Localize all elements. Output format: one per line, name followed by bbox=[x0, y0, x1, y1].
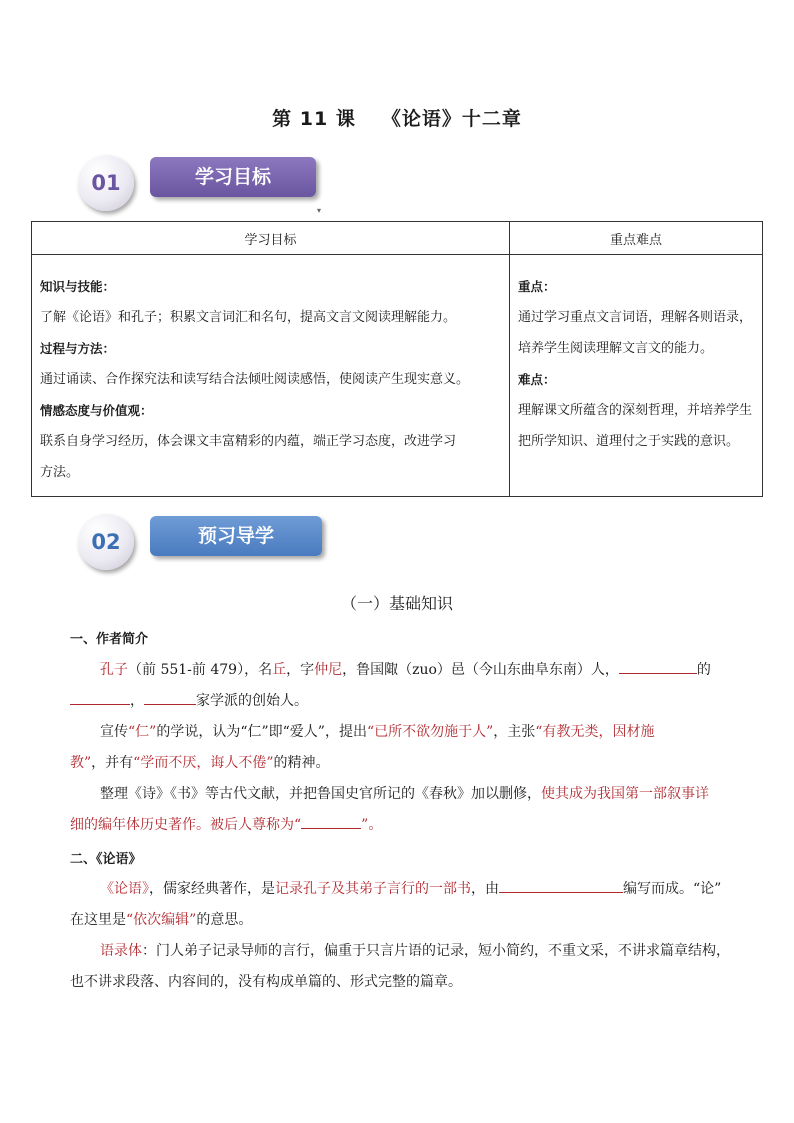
text: 也不讲求段落、内容间的，没有构成单篇的、形式完整的篇章。 bbox=[70, 974, 462, 990]
text: ，儒家经典著作，是 bbox=[149, 881, 275, 897]
red-text: “仁” bbox=[128, 724, 157, 740]
text: 的学说，认为“仁”即“爱人”，提出 bbox=[156, 724, 367, 740]
section-label: 学习目标 bbox=[150, 157, 316, 197]
heading-analects: 二、《论语》 bbox=[70, 852, 142, 867]
key-text-1: 通过学习重点文言词语，理解各则语录， bbox=[518, 310, 753, 325]
key-label: 重点： bbox=[518, 279, 556, 294]
red-text: 丘 bbox=[272, 662, 287, 678]
paragraph-line bbox=[70, 655, 730, 686]
paragraph-line bbox=[70, 905, 730, 936]
text: ，字 bbox=[286, 662, 315, 678]
text: 家学派的创始人。 bbox=[196, 693, 308, 709]
paragraph-line bbox=[70, 810, 730, 841]
paragraph-author bbox=[70, 655, 730, 717]
section-badge-goals bbox=[78, 155, 378, 215]
fill-blank[interactable] bbox=[70, 690, 130, 705]
red-text: “依次编辑” bbox=[126, 912, 197, 928]
red-text: 记录孔子及其弟子言行的一部书 bbox=[275, 881, 471, 897]
knowledge-label: 知识与技能： bbox=[40, 279, 116, 294]
text: 在这里是 bbox=[70, 912, 126, 928]
difficulty-text-1: 理解课文所蕴含的深刻哲理，并培养学生 bbox=[518, 403, 753, 418]
section-badge-preview bbox=[78, 514, 378, 574]
red-text: “有教无类，因材施 bbox=[535, 724, 655, 740]
emotion-label: 情感态度与价值观： bbox=[40, 403, 153, 418]
red-text: “已所不欲勿施于人” bbox=[366, 724, 494, 740]
emotion-text-1: 联系自身学习经历，体会课文丰富精彩的内蕴，端正学习态度，改进学习 bbox=[40, 434, 457, 449]
emotion-text-2: 方法。 bbox=[40, 465, 80, 480]
red-text: 孔子 bbox=[100, 662, 128, 678]
paragraph-line bbox=[70, 967, 730, 998]
key-text-2: 培养学生阅读理解文言文的能力。 bbox=[518, 341, 714, 356]
table-header-goals: 学习目标 bbox=[32, 222, 510, 255]
difficulty-label: 难点： bbox=[518, 372, 556, 387]
process-label: 过程与方法： bbox=[40, 341, 116, 356]
paragraph-line bbox=[70, 686, 730, 717]
red-text: ”。 bbox=[361, 817, 383, 833]
table-body-row bbox=[32, 255, 763, 497]
text: 的精神。 bbox=[273, 755, 330, 771]
fill-blank[interactable] bbox=[499, 878, 623, 893]
goals-cell bbox=[32, 255, 510, 497]
subsection-title: （一）基础知识 bbox=[340, 594, 453, 613]
keypoints-cell bbox=[510, 255, 763, 497]
red-text: 细的编年体历史著作。被后人尊称为“ bbox=[70, 817, 302, 833]
red-text: 使其成为我国第一部叙事详 bbox=[541, 786, 709, 802]
lesson-number: 第 11 课 bbox=[272, 108, 356, 130]
goals-table bbox=[31, 221, 763, 497]
text: 编写而成。“论” bbox=[623, 881, 722, 897]
decorative-mark: ▾ bbox=[317, 206, 322, 215]
section-label: 预习导学 bbox=[150, 516, 322, 556]
lesson-title: 《论语》十二章 bbox=[381, 108, 522, 130]
text: ，并有 bbox=[91, 755, 134, 771]
paragraph-line bbox=[70, 717, 730, 748]
text: ，鲁国陬（zuo）邑（今山东曲阜东南）人， bbox=[342, 662, 619, 678]
table-header-row bbox=[32, 222, 763, 255]
paragraph-line bbox=[70, 748, 730, 779]
red-text: 《论语》 bbox=[100, 881, 149, 897]
fill-blank[interactable] bbox=[144, 690, 196, 705]
text: 的意思。 bbox=[196, 912, 253, 928]
text: ：门人弟子记录导师的言行，偏重于只言片语的记录，短小简约，不重文采，不讲求篇章结构， bbox=[142, 943, 730, 959]
paragraph-line bbox=[70, 779, 730, 810]
knowledge-text: 了解《论语》和孔子；积累文言词汇和名句，提高文言文阅读理解能力。 bbox=[40, 310, 457, 325]
text: ， bbox=[130, 693, 144, 709]
red-text: 教” bbox=[70, 755, 92, 771]
red-text: 语录体 bbox=[100, 943, 142, 959]
paragraph-line bbox=[70, 874, 730, 905]
table-header-keypoints: 重点难点 bbox=[510, 222, 763, 255]
heading-author: 一、作者简介 bbox=[70, 632, 149, 647]
text: （前 551-前 479），名 bbox=[128, 662, 273, 678]
paragraph-teaching bbox=[70, 717, 730, 779]
text: ，由 bbox=[471, 881, 499, 897]
process-text: 通过诵读、合作探究法和读写结合法倾吐阅读感悟，使阅读产生现实意义。 bbox=[40, 372, 470, 387]
fill-blank[interactable] bbox=[301, 814, 361, 829]
section-number: 01 bbox=[91, 171, 121, 195]
text: ，主张 bbox=[493, 724, 536, 740]
paragraph-works bbox=[70, 779, 730, 841]
fill-blank[interactable] bbox=[619, 659, 697, 674]
paragraph-analects bbox=[70, 874, 730, 936]
difficulty-text-2: 把所学知识、道理付之于实践的意识。 bbox=[518, 434, 740, 449]
paragraph-line bbox=[70, 936, 730, 967]
red-text: “学而不厌，诲人不倦” bbox=[133, 755, 274, 771]
section-number: 02 bbox=[91, 530, 121, 554]
text: 整理《诗》《书》等古代文献，并把鲁国史官所记的《春秋》加以删修， bbox=[100, 786, 541, 802]
red-text: 仲尼 bbox=[314, 662, 343, 678]
text: 的 bbox=[696, 662, 711, 678]
page-title bbox=[0, 104, 794, 131]
paragraph-quotation-style bbox=[70, 936, 730, 998]
text: 宣传 bbox=[100, 724, 128, 740]
